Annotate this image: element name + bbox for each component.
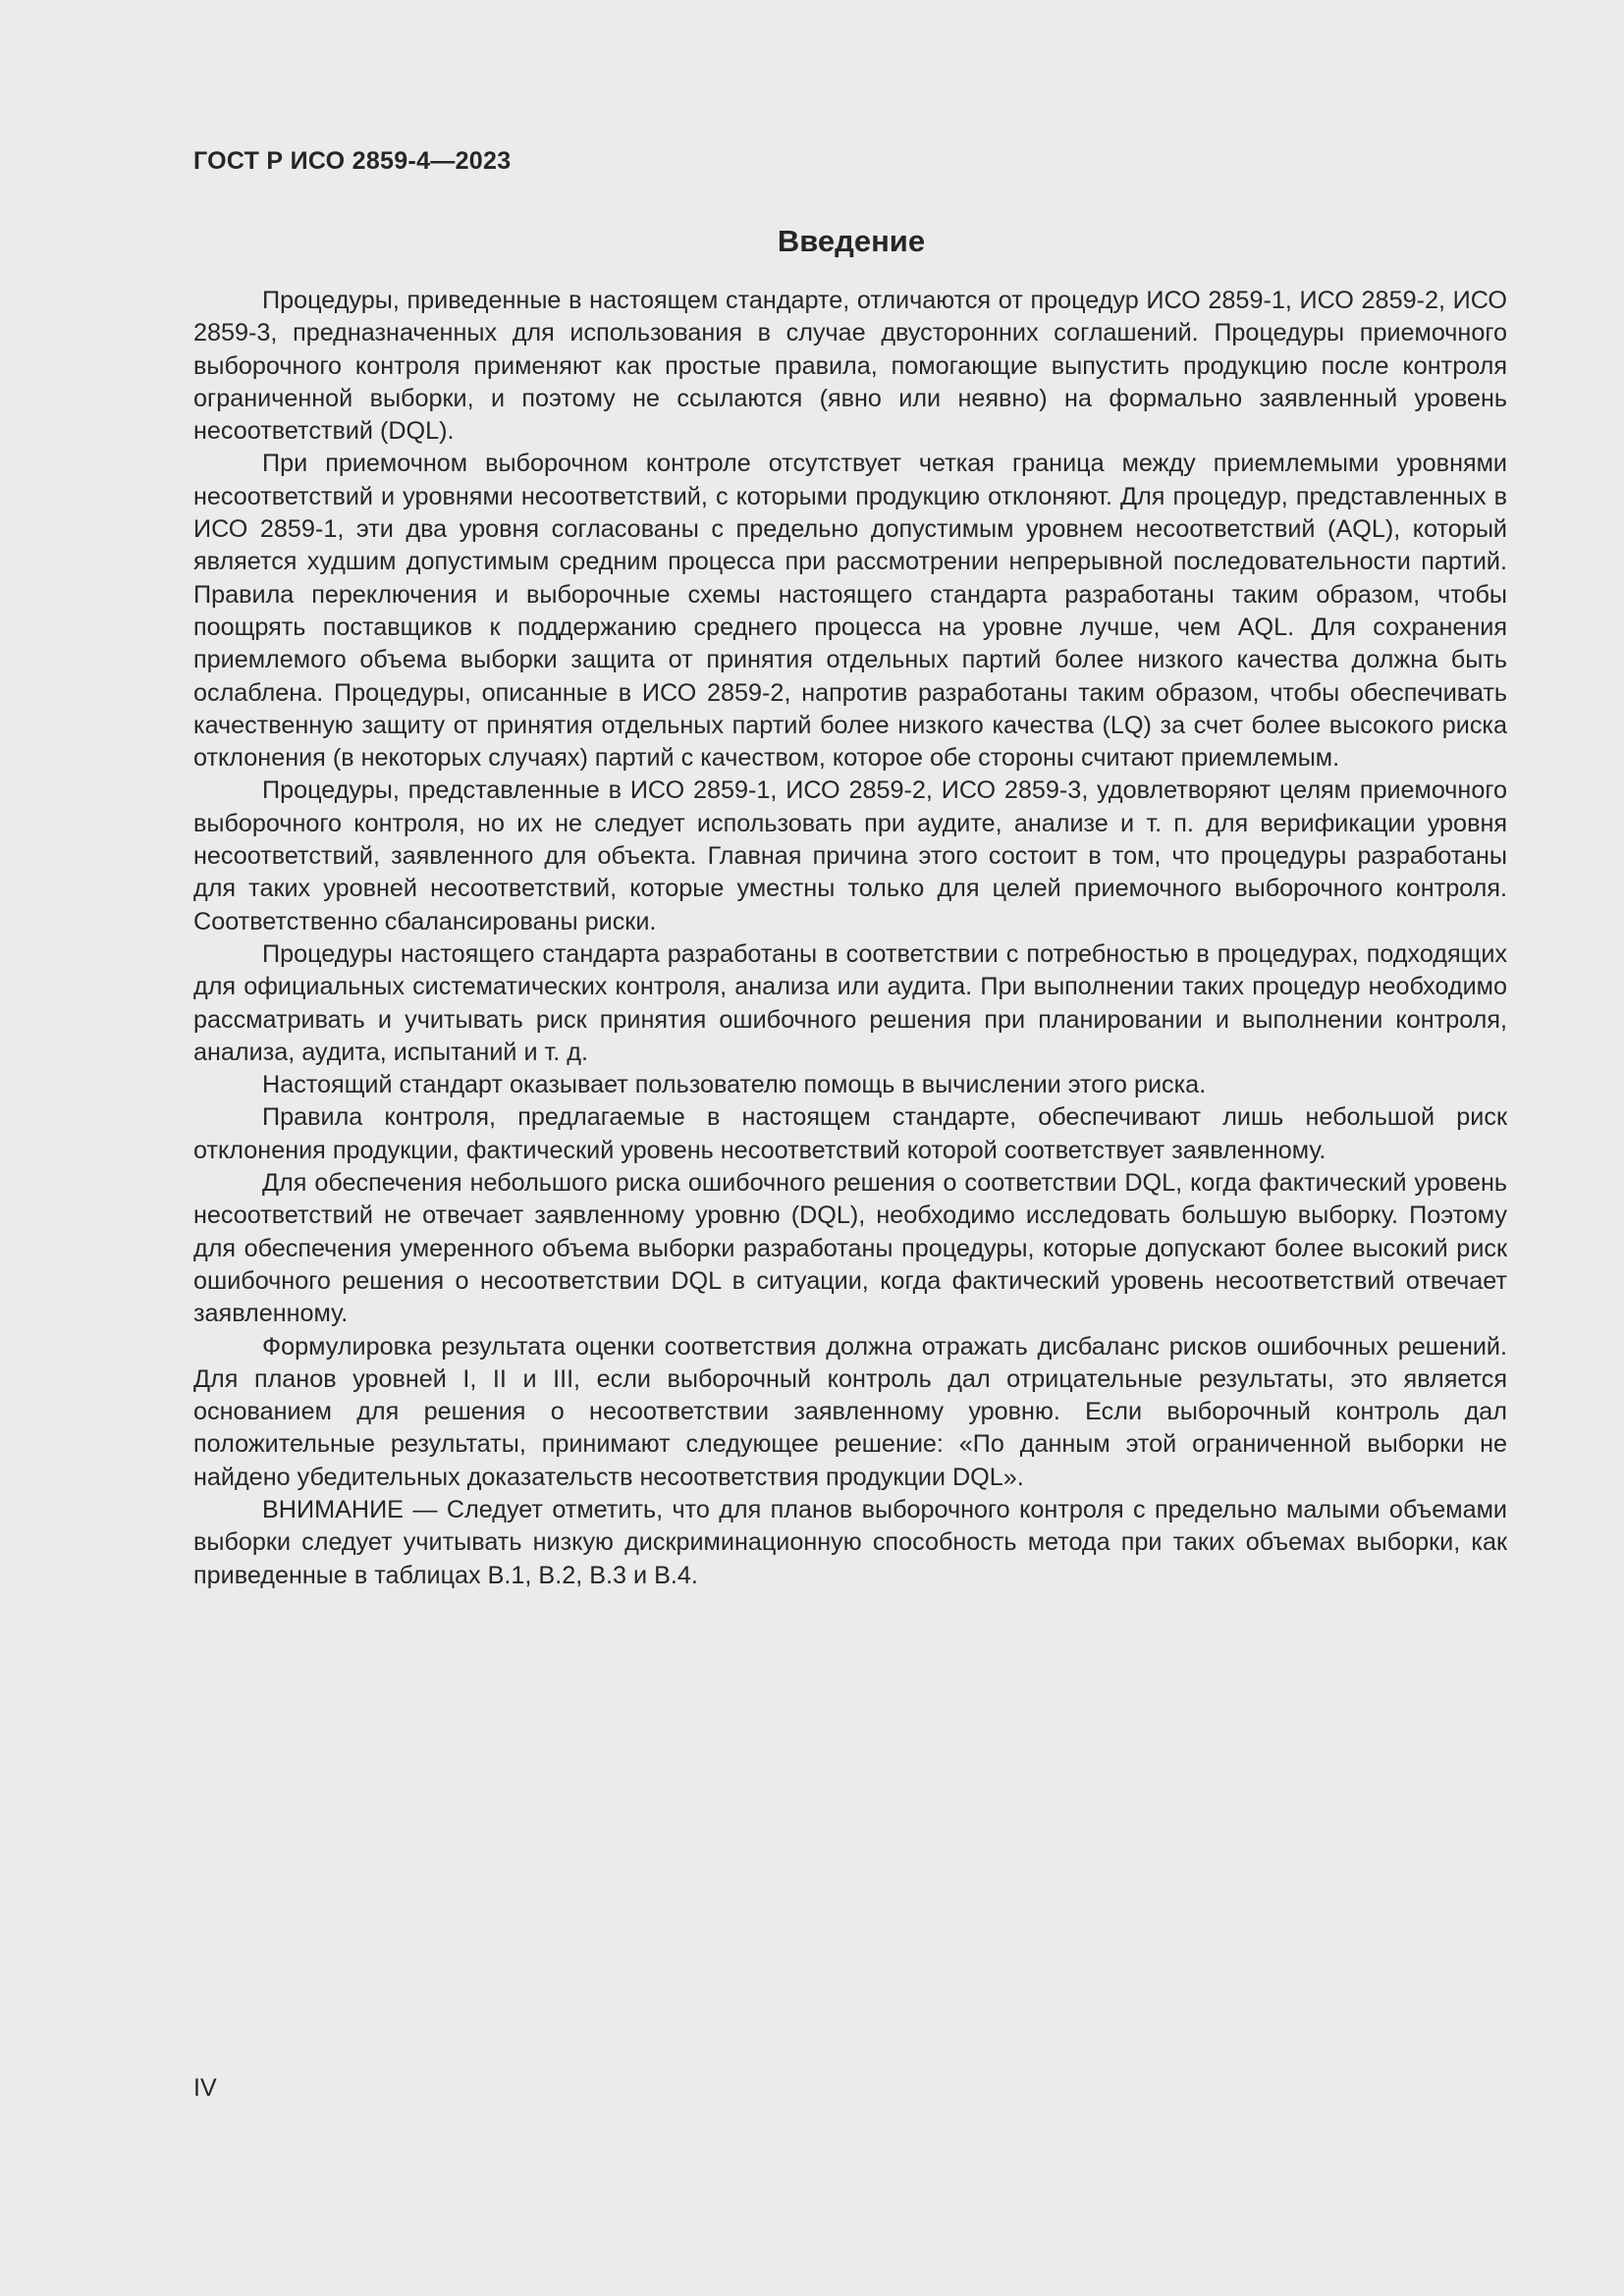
paragraph: ВНИМАНИЕ — Следует отметить, что для планов выборочного контроля с предельно малыми объемами выборки следует учитывать низкую дискриминационную способность метода при таких объемах выборки, как приведенные в таблицах B.1, B.2, B.3 и B.4. xyxy=(193,1495,1507,1589)
paragraph: Процедуры настоящего стандарта разработаны в соответствии с потребностью в процедурах, подходящих для официальных систематических контроля, анализа или аудита. При выполнении таких процедур необходимо рассматривать и учитывать риск принятия ошибочного решения при планировании и выполнении контроля, анализа, аудита, испытаний и т. д. xyxy=(193,939,1507,1066)
body-text xyxy=(193,285,1507,1592)
section-title: Введение xyxy=(777,224,926,258)
paragraph: Процедуры, приведенные в настоящем стандарте, отличаются от процедур ИСО 2859-1, ИСО 2859-2, ИСО 2859-3, предназначенных для использования в случае двусторонних соглашений. Процедуры приемочного выборочного контроля применяют как простые правила, помогающие выпустить продукцию после контроля ограниченной выборки, и поэтому не ссылаются (явно или неявно) на формально заявленный уровень несоответствий (DQL). xyxy=(193,287,1507,446)
page-number: IV xyxy=(193,2074,217,2102)
document-header: ГОСТ Р ИСО 2859-4—2023 xyxy=(193,147,512,175)
paragraph: Настоящий стандарт оказывает пользователю помощь в вычислении этого риска. xyxy=(262,1071,1207,1099)
paragraph: Формулировка результата оценки соответствия должна отражать дисбаланс рисков ошибочных решений. Для планов уровней I, II и III, если выборочный контроль дал отрицательные результаты, это является основанием для решения о несоответствии заявленному уровню. Если выборочный контроль дал положительные результаты, принимают следующее решение: «По данным этой ограниченной выборки не найдено убедительных доказательств несоответствия продукции DQL». xyxy=(193,1332,1507,1491)
paragraph: При приемочном выборочном контроле отсутствует четкая граница между приемлемыми уровнями несоответствий и уровнями несоответствий, с которыми продукцию отклоняют. Для процедур, представленных в ИСО 2859-1, эти два уровня согласованы с предельно допустимым уровнем несоответствий (AQL), который является худшим допустимым средним процесса при рассмотрении непрерывной последовательности партий. Правила переключения и выборочные схемы настоящего стандарта разработаны таким образом, чтобы поощрять поставщиков к поддержанию среднего процесса на уровне лучше, чем AQL. Для сохранения приемлемого объема выборки защита от принятия отдельных партий более низкого качества должна быть ослаблена. Процедуры, описанные в ИСО 2859-2, напротив разработаны таким образом, чтобы обеспечивать качественную защиту от принятия отдельных партий более низкого качества (LQ) за счет более высокого риска отклонения (в некоторых случаях) партий с качеством, которое обе стороны считают приемлемым. xyxy=(193,450,1507,773)
paragraph: Для обеспечения небольшого риска ошибочного решения о соответствии DQL, когда фактический уровень несоответствий не отвечает заявленному уровню (DQL), необходимо исследовать большую выборку. Поэтому для обеспечения умеренного объема выборки разработаны процедуры, которые допускают более высокий риск ошибочного решения о несоответствии DQL в ситуации, когда фактический уровень несоответствий отвечает заявленному. xyxy=(193,1169,1507,1328)
paragraph: Процедуры, представленные в ИСО 2859-1, ИСО 2859-2, ИСО 2859-3, удовлетворяют целям приемочного выборочного контроля, но их не следует использовать при аудите, анализе и т. п. для верификации уровня несоответствий, заявленного для объекта. Главная причина этого состоит в том, что процедуры разработаны для таких уровней несоответствий, которые уместны только для целей приемочного выборочного контроля. Соответственно сбалансированы риски. xyxy=(193,776,1507,935)
paragraph: Правила контроля, предлагаемые в настоящем стандарте, обеспечивают лишь небольшой риск отклонения продукции, фактический уровень несоответствий которой соответствует заявленному. xyxy=(193,1103,1507,1164)
